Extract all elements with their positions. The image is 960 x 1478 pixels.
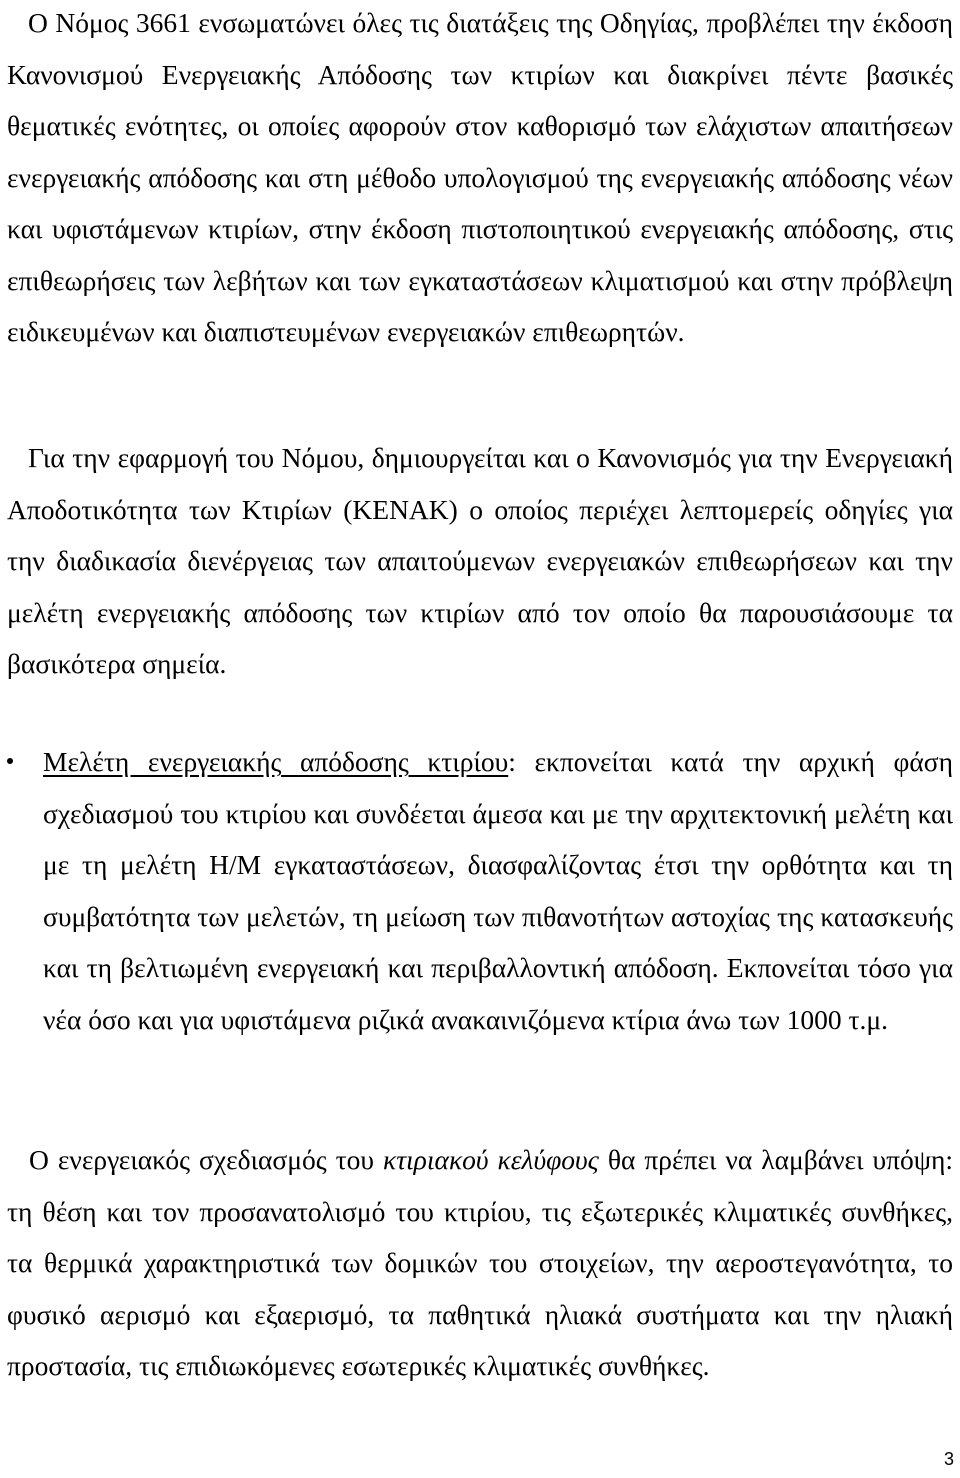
page-number: 3 <box>943 1449 954 1469</box>
paragraph-law-3661: Ο Νόμος 3661 ενσωματώνει όλες τις διατάξεις της Οδηγίας, προβλέπει την έκδοση Κανονισμού Ενεργειακής Απόδοσης των κτιρίων και διακρίνει πέντε βασικές θεματικές ενότητες, οι οποίες αφορούν στον καθορισμό των ελάχιστων απαιτήσεων ενεργειακής απόδοσης και στη μέθοδο υπολογισμού της ενεργειακής απόδοσης νέων και υφιστάμενων κτιρίων, στην έκδοση πιστοποιητικού ενεργειακής απόδοσης, στις επιθεωρήσεις των λεβήτων και των εγκαταστάσεων κλιματισμού και στην πρόβλεψη ειδικευμένων και διαπιστευμένων ενεργειακών επιθεωρητών. <box>7 7 953 347</box>
bullet-separator: : <box>508 746 516 777</box>
bullet-item-energy-study <box>7 736 953 1046</box>
bullet-icon <box>7 758 13 764</box>
paragraph-4-after: θα πρέπει να λαμβάνει υπόψη: τη θέση και τον προσανατολισμό του κτιρίου, τις εξωτερικές κλιματικές συνθήκες, τα θερμικά χαρακτηριστικά των δομικών του στοιχείων, την αεροστεγανότητα, το φυσικό αερισμό και εξαερισμό, τα παθητικά ηλιακά συστήματα και την ηλιακή προστασία, τις επιδιωκόμενες εσωτερικές κλιματικές συνθήκες. <box>7 1144 953 1382</box>
bullet-paragraph <box>43 736 953 1046</box>
paragraph-4-italic-term: κτιριακού κελύφους <box>383 1144 599 1175</box>
bullet-text: εκπονείται κατά την αρχική φάση σχεδιασμού του κτιρίου και συνδέεται άμεσα και με την αρχιτεκτονική μελέτη και με τη μελέτη Η/Μ εγκαταστάσεων, διασφαλίζοντας έτσι την ορθότητα και τη συμβατότητα των μελετών, τη μείωση των πιθανοτήτων αστοχίας της κατασκευής και τη βελτιωμένη ενεργειακή και περιβαλλοντική απόδοση. Εκπονείται τόσο για νέα όσο και για υφιστάμενα ριζικά ανακαινιζόμενα κτίρια άνω των 1000 τ.μ. <box>43 746 954 1035</box>
paragraph-4-before: Ο ενεργειακός σχεδιασμός του <box>29 1144 383 1175</box>
bullet-term: Μελέτη ενεργειακής απόδοσης κτιρίου <box>43 746 509 777</box>
paragraph-kenak: Για την εφαρμογή του Νόμου, δημιουργείται και ο Κανονισμός για την Ενεργειακή Αποδοτικότητα των Κτιρίων (ΚΕΝΑΚ) ο οποίος περιέχει λεπτομερείς οδηγίες για την διαδικασία διενέργειας των απαιτούμενων ενεργειακών επιθεωρήσεων και την μελέτη ενεργειακής απόδοσης των κτιρίων από τον οποίο θα παρουσιάσουμε τα βασικότερα σημεία. <box>7 442 953 679</box>
paragraph-envelope-design <box>7 1134 953 1392</box>
